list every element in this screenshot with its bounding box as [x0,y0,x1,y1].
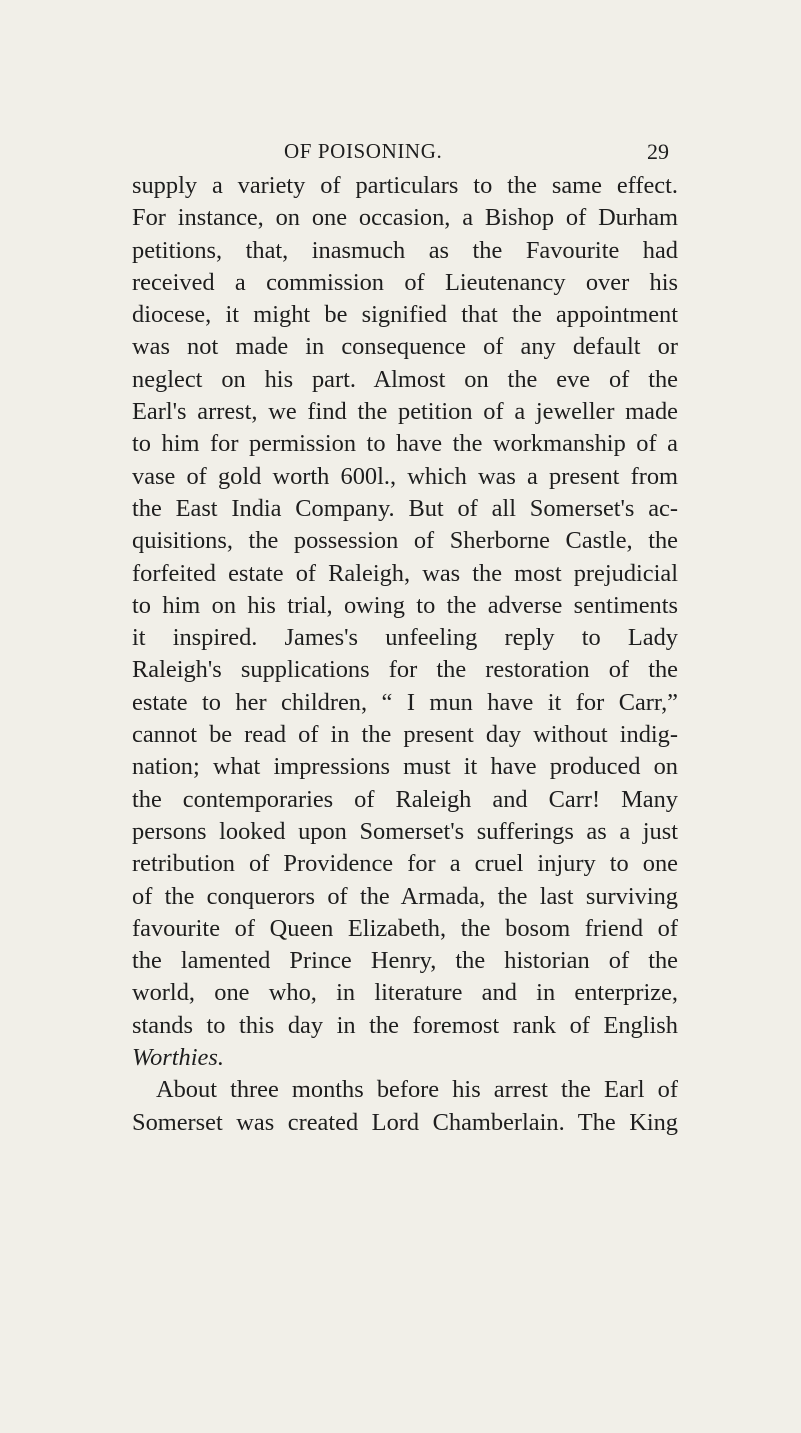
text-line: persons looked upon Somerset's sufferings as a just [132,817,678,845]
body-text [132,170,678,1139]
text-line: forfeited estate of Raleigh, was the most prejudicial [132,559,678,587]
text-line: the East India Company. But of all Somerset's ac- [132,494,678,522]
text-line: petitions, that, inasmuch as the Favourite had [132,236,678,264]
text-line: of the conquerors of the Armada, the last surviving [132,882,678,910]
text-line: About three months before his arrest the Earl of [156,1076,678,1104]
text-line: Somerset was created Lord Chamberlain. The King [132,1108,678,1136]
text-line: received a commission of Lieutenancy over his [132,268,678,296]
running-title: OF POISONING. [284,139,443,163]
running-head [200,139,669,169]
text-line: Raleigh's supplications for the restoration of the [132,656,678,684]
text-line: Worthies. [132,1044,224,1072]
text-line: the contemporaries of Raleigh and Carr! Many [132,785,678,813]
text-line: quisitions, the possession of Sherborne Castle, the [132,527,678,555]
text-line: was not made in consequence of any default or [132,333,678,361]
text-line: For instance, on one occasion, a Bishop of Durham [132,204,678,232]
text-line: to him on his trial, owing to the adverse sentiments [132,591,678,619]
text-line: favourite of Queen Elizabeth, the bosom friend of [132,914,678,942]
text-line: neglect on his part. Almost on the eve of the [132,365,678,393]
text-line: supply a variety of particulars to the same effect. [132,172,678,199]
text-line: the lamented Prince Henry, the historian of the [132,947,678,975]
text-line: cannot be read of in the present day without indig- [132,721,678,749]
page-number: 29 [647,139,669,164]
text-line: vase of gold worth 600l., which was a present from [132,462,678,490]
text-line: nation; what impressions must it have produced on [132,753,678,781]
text-line: diocese, it might be signified that the appointment [132,301,678,329]
text-line: to him for permission to have the workmanship of a [132,430,678,458]
text-line: retribution of Providence for a cruel injury to one [132,850,678,878]
text-line: stands to this day in the foremost rank of English [132,1011,678,1039]
text-line: Earl's arrest, we find the petition of a jeweller made [132,398,678,426]
text-line: world, one who, in literature and in enterprize, [132,979,678,1007]
text-line: it inspired. James's unfeeling reply to Lady [132,624,678,652]
text-line: estate to her children, “ I mun have it for Carr,” [132,688,678,716]
